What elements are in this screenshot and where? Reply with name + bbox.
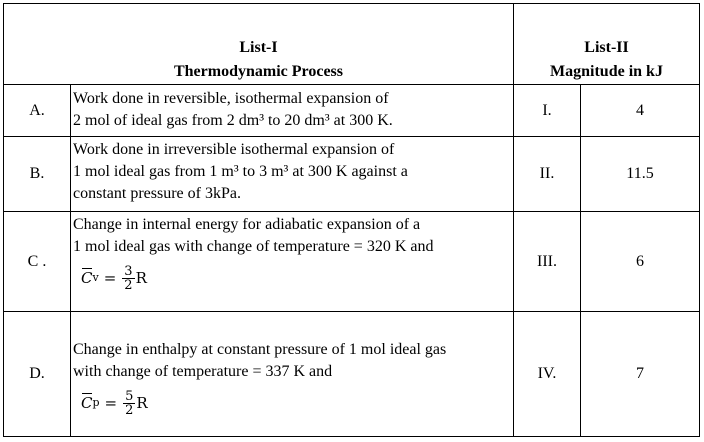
row-a-line-2: 2 mol of ideal gas from 2 dm³ to 20 dm³ at 300 K. [73,112,393,129]
row-d-line-2: with change of temperature = 337 K and [73,363,333,380]
row-b-description [71,139,513,205]
row-c-description [71,214,513,298]
row-c-roman: III. [537,252,557,270]
row-b-letter: B. [29,165,45,182]
row-c-formula-equals: = [103,269,117,287]
row-c-formula [73,258,513,298]
row-c-formula-symbol: C [81,269,93,287]
row-d-formula [73,383,513,423]
row-c-formula-subscript: v [92,271,99,284]
row-d-description [71,339,513,423]
row-a-description [71,88,513,132]
row-d-formula-subscript: p [92,396,100,409]
row-b-value: 11.5 [626,165,654,182]
row-c-letter: C . [27,252,47,270]
row-d-fraction-denominator: 2 [125,402,134,418]
row-a-letter: A. [29,101,45,119]
row-d-formula-symbol: C [81,394,93,412]
list2-subtitle: Magnitude in kJ [550,63,663,80]
list1-header [4,36,513,84]
row-b-line-1: Work done in irreversible isothermal expansion of [73,141,395,158]
row-d-formula-equals: = [104,394,118,412]
row-d-letter: D. [29,365,45,382]
row-d-formula-fraction [123,390,135,417]
row-a-value: 4 [636,101,644,119]
row-c-fraction-numerator: 3 [124,263,133,279]
list1-subtitle: Thermodynamic Process [173,63,343,80]
list2-title: List-II [584,39,629,56]
row-b-roman: II. [539,165,555,182]
row-c-formula-unit: R [135,269,147,287]
row-c-line-2: 1 mol ideal gas with change of temperature = 320 K and [73,238,434,255]
list2-header [514,36,699,84]
row-c-fraction-denominator: 2 [124,277,133,293]
row-d-roman: IV. [537,365,557,382]
matching-table [3,3,700,437]
row-d-formula-unit: R [136,394,148,412]
row-d-fraction-numerator: 5 [125,388,134,404]
row-d-value: 7 [636,365,644,382]
row-c-formula-fraction [122,265,134,292]
row-d-line-1: Change in enthalpy at constant pressure of 1 mol ideal gas [73,341,447,358]
row-b-line-3: constant pressure of 3kPa. [73,185,241,202]
list1-title: List-I [239,39,278,56]
row-a-roman: I. [542,101,552,119]
row-a-line-1: Work done in reversible, isothermal expansion of [73,90,389,107]
row-c-line-1: Change in internal energy for adiabatic expansion of a [73,216,421,233]
row-b-line-2: 1 mol ideal gas from 1 m³ to 3 m³ at 300 K against a [73,163,408,180]
row-c-value: 6 [636,252,644,270]
